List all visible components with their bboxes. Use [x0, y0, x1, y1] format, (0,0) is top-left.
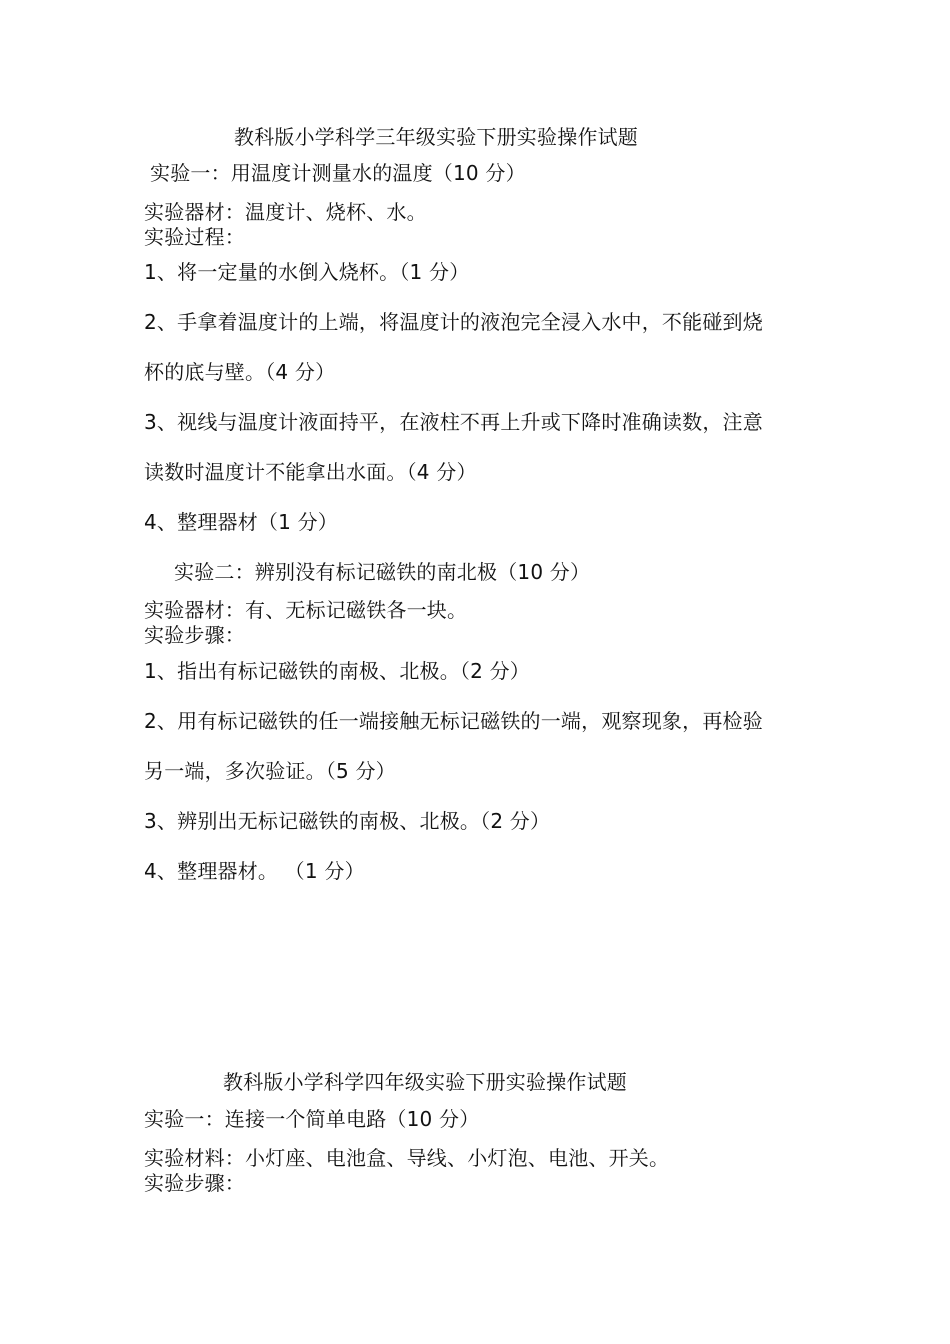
exp2-step-2-line-2: 另一端，多次验证。（5 分）: [144, 759, 396, 783]
section2-title: 教科版小学科学四年级实验下册实验操作试题: [223, 1070, 627, 1094]
exp2-steps-label: 实验步骤：: [144, 623, 245, 647]
exp1-step-2-line-1: 2、手拿着温度计的上端，将温度计的液泡完全浸入水中，不能碰到烧: [144, 310, 763, 334]
exp1-process-label: 实验过程：: [144, 225, 245, 249]
section2-exp1-heading: 实验一：连接一个简单电路（10 分）: [144, 1107, 480, 1131]
exp1-materials: 实验器材：温度计、烧杯、水。: [144, 200, 427, 224]
exp1-step-3-line-2: 读数时温度计不能拿出水面。（4 分）: [144, 460, 477, 484]
exp2-step-4: 4、整理器材。 （1 分）: [144, 859, 365, 883]
exp1-step-1: 1、将一定量的水倒入烧杯。（1 分）: [144, 260, 470, 284]
exp2-step-2-line-1: 2、用有标记磁铁的任一端接触无标记磁铁的一端，观察现象，再检验: [144, 709, 763, 733]
exp2-materials: 实验器材：有、无标记磁铁各一块。: [144, 598, 468, 622]
exp1-step-3-line-1: 3、视线与温度计液面持平，在液柱不再上升或下降时准确读数，注意: [144, 410, 763, 434]
exp2-step-1: 1、指出有标记磁铁的南极、北极。（2 分）: [144, 659, 531, 683]
section1-title: 教科版小学科学三年级实验下册实验操作试题: [234, 125, 638, 149]
exp2-heading: 实验二：辨别没有标记磁铁的南北极（10 分）: [174, 560, 591, 584]
exp1-step-2-line-2: 杯的底与壁。（4 分）: [144, 360, 336, 384]
exp1-heading: 实验一：用温度计测量水的温度（10 分）: [150, 161, 526, 185]
section2-exp1-materials: 实验材料：小灯座、电池盒、导线、小灯泡、电池、开关。: [144, 1146, 670, 1170]
section2-exp1-steps-label: 实验步骤：: [144, 1171, 245, 1195]
exp2-step-3: 3、辨别出无标记磁铁的南极、北极。（2 分）: [144, 809, 551, 833]
exp1-step-4: 4、整理器材（1 分）: [144, 510, 339, 534]
